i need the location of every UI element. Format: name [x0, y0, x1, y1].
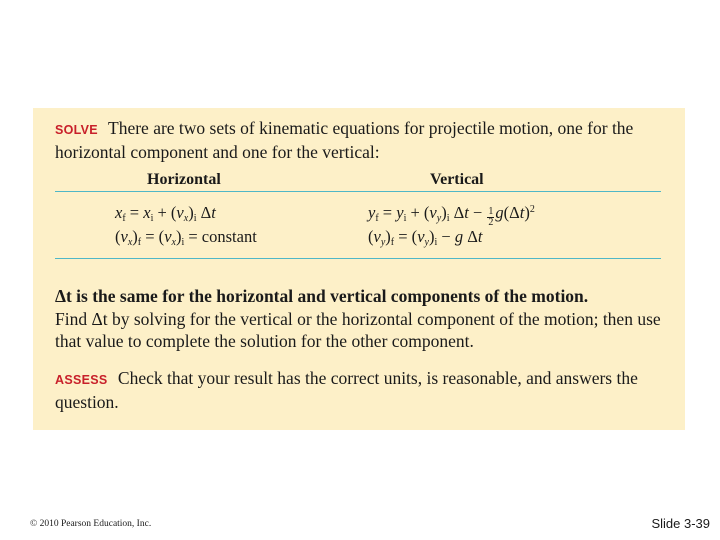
assess-tag: ASSESS: [55, 373, 108, 387]
copyright-notice: © 2010 Pearson Education, Inc.: [30, 519, 152, 529]
slide-number: Slide 3-39: [651, 516, 710, 531]
one-half-fraction: $\frac{1}{2}$: [488, 206, 494, 228]
vertical-equation-1: $y_f = y_i + (v_y)_i$ Δt − $\frac{1}{2}$ $g(\Delta t)^2$: [368, 203, 535, 228]
horizontal-header: Horizontal: [147, 171, 221, 188]
table-bottom-rule: [55, 258, 661, 259]
solve-tag: SOLVE: [55, 123, 98, 137]
delta-t-statement: Δt is the same for the horizontal and vertical components of the motion.: [55, 286, 589, 306]
strategy-panel: [33, 108, 685, 430]
horizontal-equation-2: $(v_x)_f = (v_x)_i$ = constant: [115, 227, 257, 248]
table-top-rule: [55, 191, 661, 192]
find-paragraph: Find Δt by solving for the vertical or the horizontal component of the motion; then use that value to complete the solution for the other component.: [55, 309, 661, 351]
horizontal-equation-1: $x_f = x_i + (v_x)_i$ Δt: [115, 203, 216, 224]
vertical-equation-2: $(v_y)_f = (v_y)_i - g$ Δt: [368, 227, 483, 248]
solve-paragraph: [55, 117, 675, 163]
assess-paragraph: [55, 367, 675, 413]
solve-text: There are two sets of kinematic equations for projectile motion, one for the horizontal component and one for the vertical:: [55, 118, 634, 162]
vertical-header: Vertical: [430, 171, 484, 188]
assess-text: Check that your result has the correct units, is reasonable, and answers the question.: [55, 368, 638, 412]
